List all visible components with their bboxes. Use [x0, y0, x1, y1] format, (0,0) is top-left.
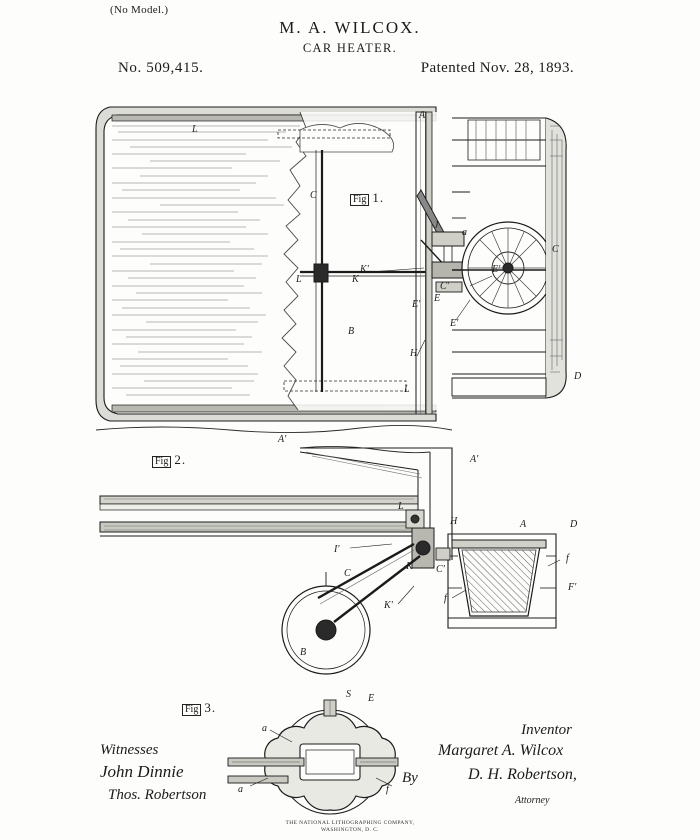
ref-letter: K: [352, 274, 359, 285]
ref-letter: E': [412, 299, 421, 310]
ref-letter: K': [384, 600, 393, 611]
witnesses-label: Witnesses: [100, 742, 159, 758]
ref-letter: C: [310, 190, 317, 201]
printer-name: THE NATIONAL LITHOGRAPHING COMPANY,: [285, 820, 415, 826]
ref-letter: F': [568, 582, 577, 593]
ref-letter: H: [450, 516, 458, 527]
ref-letter: a: [262, 723, 267, 734]
printer-imprint: [0, 820, 700, 833]
ref-letter: E: [368, 693, 375, 704]
ref-letter: D: [570, 519, 578, 530]
attorney-signature: D. H. Robertson,: [468, 766, 577, 783]
witness-signature-2: Thos. Robertson: [108, 787, 207, 803]
figure-2-number: 2: [174, 452, 182, 467]
invention-title: CAR HEATER.: [302, 41, 398, 55]
ref-letter: L: [192, 124, 198, 135]
page-title: M. A. WILCOX.: [279, 18, 421, 37]
figure-3-label: Fig 3.: [182, 700, 216, 716]
no-model-note: (No Model.): [110, 4, 169, 16]
ref-letter: B: [300, 647, 307, 658]
figure-3-number: 3: [204, 700, 212, 715]
ref-letter: L: [296, 274, 302, 285]
figure-1-label: Fig 1.: [350, 190, 384, 206]
ref-letter: E: [434, 293, 441, 304]
ref-letter: K: [406, 561, 413, 572]
ref-letter: f: [444, 593, 447, 604]
ref-letter: A: [520, 519, 527, 530]
figure-3-label-box: Fig: [182, 704, 201, 716]
figure-1-label-box: Fig: [350, 194, 369, 206]
attorney-label: Attorney: [515, 795, 550, 806]
ref-letter: J: [434, 220, 439, 231]
ref-letter: I': [334, 544, 340, 555]
inventor-signature: Margaret A. Wilcox: [438, 742, 564, 759]
ref-letter: E': [492, 264, 501, 275]
ref-letter: C: [344, 568, 351, 579]
inventor-label: Inventor: [521, 722, 572, 738]
ref-letter: B: [348, 326, 355, 337]
ref-letter: f: [566, 553, 569, 564]
ref-letter: L: [404, 384, 410, 395]
ref-letter: a: [462, 227, 467, 238]
ref-letter: a: [238, 784, 243, 795]
ref-letter: A: [419, 110, 426, 121]
figure-2-label: Fig 2.: [152, 452, 186, 468]
ref-letter: K': [360, 264, 369, 275]
ref-letter: A': [470, 454, 479, 465]
ref-letter: L: [398, 501, 404, 512]
ref-letter: C': [436, 564, 445, 575]
ref-letter: E': [450, 318, 459, 329]
figure-1-number: 1: [372, 190, 380, 205]
ref-letter: A': [278, 434, 287, 445]
patent-date: Patented Nov. 28, 1893.: [420, 60, 574, 76]
printer-location: WASHINGTON, D. C.: [321, 827, 379, 833]
by-label: By: [402, 770, 418, 786]
ref-letter: H: [410, 348, 418, 359]
ref-letter: C': [440, 281, 449, 292]
ref-letter: S: [346, 689, 351, 700]
ref-letter: D: [574, 371, 582, 382]
witness-signature-1: John Dinnie: [100, 762, 184, 781]
figure-2-label-box: Fig: [152, 456, 171, 468]
patent-number: No. 509,415.: [118, 60, 204, 76]
ref-letter: C: [552, 244, 559, 255]
ref-letter: f: [386, 784, 389, 795]
